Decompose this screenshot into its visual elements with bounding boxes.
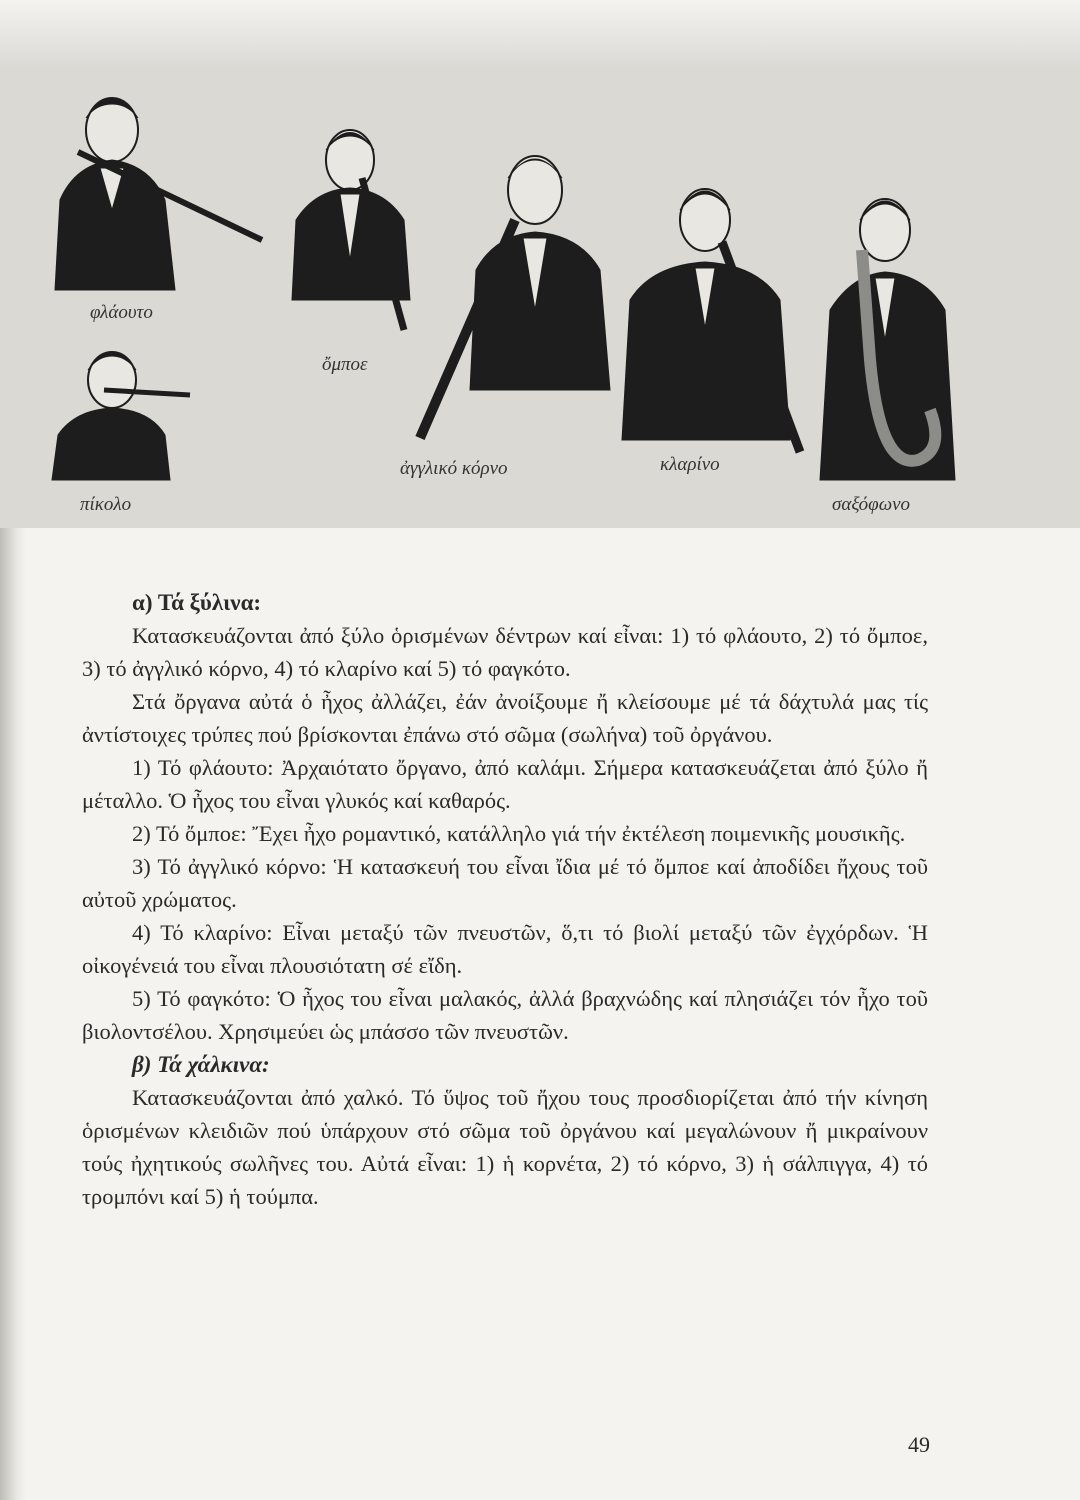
section-a-intro: Κατασκευάζονται ἀπό ξύλο ὁρισμένων δέντρων καί εἶναι: 1) τό φλάουτο, 2) τό ὄμποε, 3) τό ἀγγλικό κόρνο, 4) τό κλαρίνο καί 5) τό φαγκότο. <box>82 623 928 681</box>
section-a-heading: α) Τά ξύλινα: <box>132 590 262 615</box>
caption-oboe: ὄμποε <box>322 354 368 375</box>
oboe-player-figure <box>292 130 410 330</box>
section-b-heading: β) Τά χάλκινα: <box>132 1052 270 1077</box>
saxophone-player-figure <box>820 199 955 480</box>
section-b-intro: Κατασκευάζονται ἀπό χαλκό. Τό ὕψος τοῦ ἤχου τους προσδιορίζεται ἀπό τήν κίνηση ὁρισμένων κλειδιῶν πού ὑπάρχουν στό σῶμα τοῦ ὀργάνου καί μεγαλώνουν ἤ μικραίνουν τούς ἠχητικούς σωλῆνες του. Αὐτά εἶναι: 1) ἡ κορνέτα, 2) τό κόρνο, 3) ἡ σάλπιγγα, 4) τό τρομπόνι καί 5) ἡ τούμπα. <box>82 1085 928 1209</box>
list-item: 3) Τό ἀγγλικό κόρνο: Ἡ κατασκευή του εἶναι ἴδια μέ τό ὄμποε καί ἀποδίδει ἤχους τοῦ αὐτοῦ χρώματος. <box>82 854 928 912</box>
page-number: 49 <box>908 1432 930 1457</box>
english-horn-player-figure <box>420 156 610 438</box>
caption-english-horn: ἀγγλικό κόρνο <box>400 458 508 479</box>
caption-flute: φλάουτο <box>90 302 153 323</box>
caption-piccolo: πίκολο <box>80 494 132 515</box>
list-item: 2) Τό ὄμποε: Ἔχει ἦχο ρομαντικό, κατάλληλο γιά τήν ἐκτέλεση ποιμενικῆς μουσικῆς. <box>132 821 906 846</box>
caption-saxophone: σαξόφωνο <box>832 494 911 515</box>
caption-clarinet: κλαρίνο <box>660 454 720 475</box>
list-item: 4) Τό κλαρίνο: Εἶναι μεταξύ τῶν πνευστῶν, ὅ,τι τό βιολί μεταξύ τῶν ἐγχόρδων. Ἡ οἰκογένειά του εἶναι πλουσιότατη σέ εἴδη. <box>82 920 928 978</box>
section-a-holes: Στά ὄργανα αὐτά ὁ ἦχος ἀλλάζει, ἐάν ἀνοίξουμε ἤ κλείσουμε μέ τά δάχτυλά μας τίς ἀντίστοιχες τρύπες πού βρίσκονται ἐπάνω στό σῶμα (σωλήνα) τοῦ ὀργάνου. <box>82 689 928 747</box>
piccolo-player-figure <box>52 352 190 480</box>
list-item: 5) Τό φαγκότο: Ὁ ἦχος του εἶναι μαλακός, ἀλλά βραχνώδης καί πλησιάζει τόν ἦχο τοῦ βιολοντσέλου. Χρησιμεύει ὡς μπάσσο τῶν πνευστῶν. <box>82 986 928 1044</box>
list-item: 1) Τό φλάουτο: Ἀρχαιότατο ὄργανο, ἀπό καλάμι. Σήμερα κατασκευάζεται ἀπό ξύλο ἤ μέταλλο. Ὁ ἦχος του εἶναι γλυκός καί καθαρός. <box>82 755 928 813</box>
musicians-illustration <box>0 60 1080 520</box>
body-text <box>82 586 928 1213</box>
clarinet-player-figure <box>622 189 800 452</box>
flute-player-figure <box>55 98 262 290</box>
